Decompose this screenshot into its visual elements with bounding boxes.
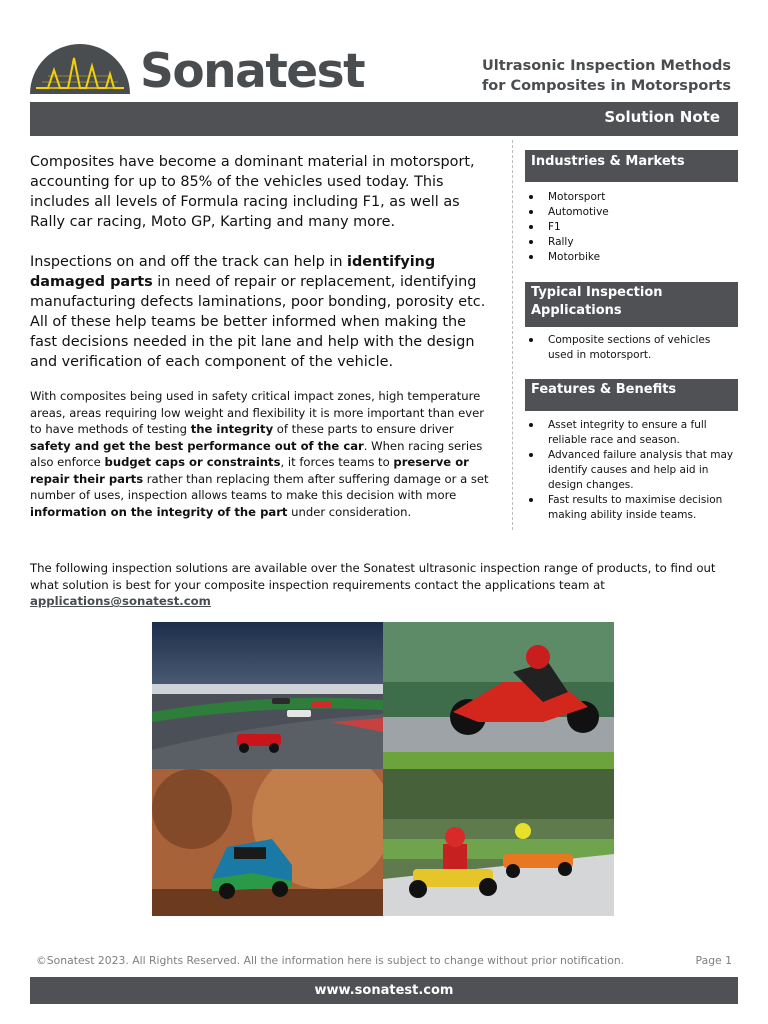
applications-email-link[interactable]: applications@sonatest.com — [30, 594, 211, 608]
industries-list — [524, 190, 736, 265]
bold-text: safety and get the best performance out of the car — [30, 438, 364, 453]
solutions-info — [30, 560, 730, 610]
list-item: Rally — [524, 235, 736, 250]
safety-paragraph — [30, 388, 492, 520]
footer-bar — [30, 977, 738, 1004]
rally-car-photo — [152, 769, 383, 916]
inspection-paragraph — [30, 252, 490, 372]
text-span: , it forces teams to — [280, 455, 394, 469]
motorbike-race-photo — [383, 622, 614, 769]
document-title — [482, 56, 731, 96]
text-span: of these parts to ensure driver — [273, 422, 454, 436]
list-item: Fast results to maximise decision making ability inside teams. — [524, 493, 736, 523]
sonatest-logo — [30, 44, 365, 100]
list-item: Composite sections of vehicles used in motorsport. — [524, 333, 736, 363]
f1-race-photo — [152, 622, 383, 769]
intro-paragraph: Composites have become a dominant material in motorsport, accounting for up to 85% of the vehicles used today. This includes all levels of Formula racing including F1, as well as Rally car racing, Moto GP, Karting and many more. — [30, 154, 475, 230]
karting-photo — [383, 769, 614, 916]
list-item: F1 — [524, 220, 736, 235]
bold-text: information on the integrity of the part — [30, 504, 288, 519]
list-item: Automotive — [524, 205, 736, 220]
text-span: The following inspection solutions are available over the Sonatest ultrasonic inspection range of products, to find out what solution is best for your composite inspection requirements contact the applications team at — [30, 561, 716, 592]
features-list — [524, 418, 736, 523]
list-item: Advanced failure analysis that may identify causes and help aid in design changes. — [524, 448, 736, 493]
document-title-line-2: for Composites in Motorsports — [481, 78, 731, 94]
industries-heading: Industries & Markets — [525, 150, 738, 182]
document-title-line-1: Ultrasonic Inspection Methods — [481, 58, 731, 74]
list-item: Motorsport — [524, 190, 736, 205]
page-number: Page 1 — [695, 954, 732, 967]
text-span: in need of repair or replacement, identifying manufacturing defects laminations, poor bonding, porosity etc. All of these help teams be better informed when making the fast decisions needed in the pit lane and help with the design and verification of each component of the vehicle. — [30, 274, 486, 370]
solution-note-label: Solution Note — [604, 108, 720, 126]
solution-note-bar — [30, 102, 738, 136]
text-span: under consideration. — [287, 504, 412, 519]
list-item: Asset integrity to ensure a full reliable race and season. — [524, 418, 736, 448]
bold-text: preserve or repair their parts — [30, 455, 469, 486]
list-item: Motorbike — [524, 250, 736, 265]
text-span: . When racing series also enforce — [30, 438, 483, 469]
features-heading: Features & Benefits — [525, 379, 738, 411]
text-span: rather than replacing them after suffering damage or a set number of uses, inspection allows teams to make this decision with more — [30, 471, 489, 502]
applications-heading: Typical Inspection Applications — [525, 282, 738, 327]
bold-text: the integrity — [190, 422, 274, 436]
text-span: With composites being used in safety critical impact zones, high temperature areas, areas requiring low weight and flexibility it is more important than ever to have methods of testing — [30, 389, 484, 436]
logo-wordmark: Sonatest — [140, 44, 365, 99]
column-divider — [512, 140, 513, 530]
motorsport-photo-grid — [152, 622, 614, 916]
copyright-notice: ©Sonatest 2023. All Rights Reserved. All the information here is subject to change without prior notification. — [36, 954, 625, 967]
bold-text: budget caps or constraints — [104, 455, 281, 469]
bold-text: identifying damaged parts — [30, 254, 436, 290]
logo-mark-icon — [30, 44, 130, 96]
text-span: Inspections on and off the track can help in — [30, 254, 348, 270]
website-link[interactable]: www.sonatest.com — [314, 983, 454, 998]
applications-list — [524, 333, 736, 363]
